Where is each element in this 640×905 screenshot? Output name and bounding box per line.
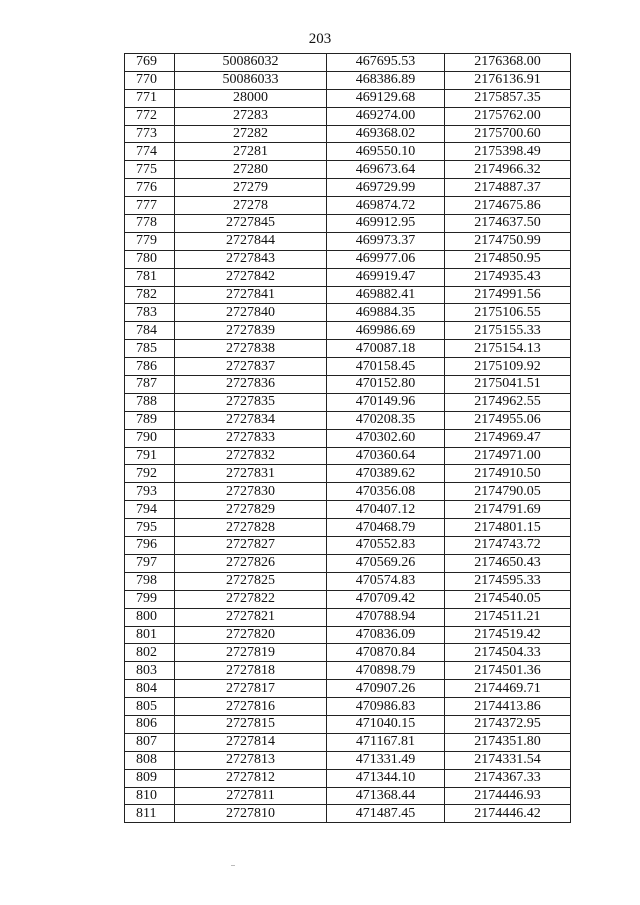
- table-row: [125, 197, 571, 215]
- x-coordinate-cell: 467695.53: [327, 54, 445, 72]
- point-id-cell: 2727825: [175, 572, 327, 590]
- point-number-cell: 808: [125, 751, 175, 769]
- y-coordinate-cell: 2174519.42: [445, 626, 571, 644]
- x-coordinate-cell: 469986.69: [327, 322, 445, 340]
- table-row: [125, 537, 571, 555]
- x-coordinate-cell: 469882.41: [327, 286, 445, 304]
- table-row: [125, 429, 571, 447]
- x-coordinate-cell: 470149.96: [327, 393, 445, 411]
- point-id-cell: 2727827: [175, 537, 327, 555]
- y-coordinate-cell: 2174790.05: [445, 483, 571, 501]
- point-id-cell: 2727821: [175, 608, 327, 626]
- y-coordinate-cell: 2176136.91: [445, 71, 571, 89]
- y-coordinate-cell: 2175700.60: [445, 125, 571, 143]
- point-number-cell: 775: [125, 161, 175, 179]
- point-number-cell: 791: [125, 447, 175, 465]
- x-coordinate-cell: 470907.26: [327, 680, 445, 698]
- point-number-cell: 811: [125, 805, 175, 823]
- point-id-cell: 2727845: [175, 215, 327, 233]
- point-id-cell: 2727820: [175, 626, 327, 644]
- y-coordinate-cell: 2174675.86: [445, 197, 571, 215]
- y-coordinate-cell: 2174637.50: [445, 215, 571, 233]
- point-id-cell: 2727830: [175, 483, 327, 501]
- x-coordinate-cell: 469274.00: [327, 107, 445, 125]
- x-coordinate-cell: 469973.37: [327, 232, 445, 250]
- y-coordinate-cell: 2174650.43: [445, 554, 571, 572]
- point-id-cell: 50086033: [175, 71, 327, 89]
- point-number-cell: 782: [125, 286, 175, 304]
- table-row: [125, 304, 571, 322]
- y-coordinate-cell: 2174351.80: [445, 733, 571, 751]
- x-coordinate-cell: 470468.79: [327, 519, 445, 537]
- table-row: [125, 54, 571, 72]
- table-row: [125, 286, 571, 304]
- point-id-cell: 2727818: [175, 662, 327, 680]
- y-coordinate-cell: 2174966.32: [445, 161, 571, 179]
- table-row: [125, 608, 571, 626]
- x-coordinate-cell: 470898.79: [327, 662, 445, 680]
- x-coordinate-cell: 471167.81: [327, 733, 445, 751]
- y-coordinate-cell: 2175398.49: [445, 143, 571, 161]
- table-row: [125, 71, 571, 89]
- point-number-cell: 778: [125, 215, 175, 233]
- table-row: [125, 698, 571, 716]
- y-coordinate-cell: 2174511.21: [445, 608, 571, 626]
- point-number-cell: 770: [125, 71, 175, 89]
- point-number-cell: 795: [125, 519, 175, 537]
- table-row: [125, 393, 571, 411]
- point-id-cell: 27282: [175, 125, 327, 143]
- point-id-cell: 2727842: [175, 268, 327, 286]
- point-id-cell: 2727838: [175, 340, 327, 358]
- y-coordinate-cell: 2174331.54: [445, 751, 571, 769]
- table-row: [125, 572, 571, 590]
- x-coordinate-cell: 470152.80: [327, 376, 445, 394]
- point-number-cell: 797: [125, 554, 175, 572]
- point-id-cell: 2727836: [175, 376, 327, 394]
- table-row: [125, 376, 571, 394]
- y-coordinate-cell: 2174935.43: [445, 268, 571, 286]
- table-row: [125, 626, 571, 644]
- point-number-cell: 807: [125, 733, 175, 751]
- table-row: [125, 232, 571, 250]
- x-coordinate-cell: 470208.35: [327, 411, 445, 429]
- y-coordinate-cell: 2175041.51: [445, 376, 571, 394]
- point-id-cell: 2727811: [175, 787, 327, 805]
- x-coordinate-cell: 471040.15: [327, 715, 445, 733]
- y-coordinate-cell: 2174971.00: [445, 447, 571, 465]
- point-id-cell: 2727810: [175, 805, 327, 823]
- x-coordinate-cell: 469884.35: [327, 304, 445, 322]
- table-row: [125, 501, 571, 519]
- point-number-cell: 783: [125, 304, 175, 322]
- point-number-cell: 802: [125, 644, 175, 662]
- point-id-cell: 2727815: [175, 715, 327, 733]
- point-number-cell: 799: [125, 590, 175, 608]
- point-number-cell: 804: [125, 680, 175, 698]
- point-number-cell: 789: [125, 411, 175, 429]
- point-id-cell: 2727843: [175, 250, 327, 268]
- x-coordinate-cell: 470302.60: [327, 429, 445, 447]
- y-coordinate-cell: 2174501.36: [445, 662, 571, 680]
- table-row: [125, 590, 571, 608]
- table-row: [125, 769, 571, 787]
- point-number-cell: 792: [125, 465, 175, 483]
- x-coordinate-cell: 470552.83: [327, 537, 445, 555]
- point-number-cell: 805: [125, 698, 175, 716]
- point-number-cell: 780: [125, 250, 175, 268]
- table-row: [125, 465, 571, 483]
- point-number-cell: 781: [125, 268, 175, 286]
- y-coordinate-cell: 2174791.69: [445, 501, 571, 519]
- point-id-cell: 2727835: [175, 393, 327, 411]
- x-coordinate-cell: 470087.18: [327, 340, 445, 358]
- point-number-cell: 801: [125, 626, 175, 644]
- x-coordinate-cell: 471331.49: [327, 751, 445, 769]
- point-id-cell: 2727828: [175, 519, 327, 537]
- table-row: [125, 125, 571, 143]
- table-row: [125, 143, 571, 161]
- point-number-cell: 779: [125, 232, 175, 250]
- x-coordinate-cell: 470389.62: [327, 465, 445, 483]
- x-coordinate-cell: 469919.47: [327, 268, 445, 286]
- point-number-cell: 796: [125, 537, 175, 555]
- y-coordinate-cell: 2176368.00: [445, 54, 571, 72]
- x-coordinate-cell: 469874.72: [327, 197, 445, 215]
- point-id-cell: 28000: [175, 89, 327, 107]
- point-number-cell: 800: [125, 608, 175, 626]
- point-id-cell: 27281: [175, 143, 327, 161]
- point-id-cell: 2727834: [175, 411, 327, 429]
- point-id-cell: 2727839: [175, 322, 327, 340]
- y-coordinate-cell: 2174743.72: [445, 537, 571, 555]
- point-number-cell: 786: [125, 358, 175, 376]
- point-number-cell: 773: [125, 125, 175, 143]
- y-coordinate-cell: 2174801.15: [445, 519, 571, 537]
- x-coordinate-cell: 468386.89: [327, 71, 445, 89]
- x-coordinate-cell: 471368.44: [327, 787, 445, 805]
- x-coordinate-cell: 470709.42: [327, 590, 445, 608]
- table-row: [125, 644, 571, 662]
- x-coordinate-cell: 469729.99: [327, 179, 445, 197]
- point-id-cell: 2727814: [175, 733, 327, 751]
- x-coordinate-cell: 469977.06: [327, 250, 445, 268]
- y-coordinate-cell: 2174372.95: [445, 715, 571, 733]
- y-coordinate-cell: 2174910.50: [445, 465, 571, 483]
- table-row: [125, 107, 571, 125]
- point-id-cell: 2727822: [175, 590, 327, 608]
- point-id-cell: 2727829: [175, 501, 327, 519]
- y-coordinate-cell: 2174991.56: [445, 286, 571, 304]
- table-row: [125, 358, 571, 376]
- coordinates-table-body: [125, 54, 571, 823]
- point-id-cell: 2727833: [175, 429, 327, 447]
- y-coordinate-cell: 2174540.05: [445, 590, 571, 608]
- table-row: [125, 715, 571, 733]
- table-row: [125, 447, 571, 465]
- point-id-cell: 27278: [175, 197, 327, 215]
- point-id-cell: 2727816: [175, 698, 327, 716]
- point-id-cell: 2727819: [175, 644, 327, 662]
- point-id-cell: 2727844: [175, 232, 327, 250]
- x-coordinate-cell: 470870.84: [327, 644, 445, 662]
- x-coordinate-cell: 470569.26: [327, 554, 445, 572]
- x-coordinate-cell: 470356.08: [327, 483, 445, 501]
- table-row: [125, 89, 571, 107]
- point-id-cell: 2727837: [175, 358, 327, 376]
- table-row: [125, 322, 571, 340]
- coordinates-table: [124, 53, 571, 823]
- point-number-cell: 784: [125, 322, 175, 340]
- table-row: [125, 787, 571, 805]
- point-number-cell: 790: [125, 429, 175, 447]
- point-number-cell: 771: [125, 89, 175, 107]
- point-number-cell: 777: [125, 197, 175, 215]
- point-id-cell: 27279: [175, 179, 327, 197]
- y-coordinate-cell: 2174595.33: [445, 572, 571, 590]
- table-row: [125, 411, 571, 429]
- table-row: [125, 268, 571, 286]
- table-row: [125, 519, 571, 537]
- y-coordinate-cell: 2174446.42: [445, 805, 571, 823]
- table-row: [125, 161, 571, 179]
- y-coordinate-cell: 2174850.95: [445, 250, 571, 268]
- point-number-cell: 772: [125, 107, 175, 125]
- x-coordinate-cell: 469912.95: [327, 215, 445, 233]
- point-id-cell: 50086032: [175, 54, 327, 72]
- table-row: [125, 805, 571, 823]
- x-coordinate-cell: 470836.09: [327, 626, 445, 644]
- point-id-cell: 2727817: [175, 680, 327, 698]
- point-number-cell: 806: [125, 715, 175, 733]
- table-row: [125, 250, 571, 268]
- y-coordinate-cell: 2174504.33: [445, 644, 571, 662]
- point-id-cell: 27280: [175, 161, 327, 179]
- table-row: [125, 340, 571, 358]
- y-coordinate-cell: 2174887.37: [445, 179, 571, 197]
- point-number-cell: 809: [125, 769, 175, 787]
- point-number-cell: 794: [125, 501, 175, 519]
- table-row: [125, 179, 571, 197]
- y-coordinate-cell: 2174750.99: [445, 232, 571, 250]
- point-number-cell: 785: [125, 340, 175, 358]
- point-number-cell: 798: [125, 572, 175, 590]
- point-number-cell: 776: [125, 179, 175, 197]
- point-id-cell: 2727831: [175, 465, 327, 483]
- x-coordinate-cell: 469550.10: [327, 143, 445, 161]
- table-row: [125, 751, 571, 769]
- y-coordinate-cell: 2175106.55: [445, 304, 571, 322]
- scan-artifact: [231, 865, 235, 866]
- point-id-cell: 2727832: [175, 447, 327, 465]
- y-coordinate-cell: 2174367.33: [445, 769, 571, 787]
- y-coordinate-cell: 2175857.35: [445, 89, 571, 107]
- y-coordinate-cell: 2174469.71: [445, 680, 571, 698]
- point-id-cell: 27283: [175, 107, 327, 125]
- x-coordinate-cell: 470158.45: [327, 358, 445, 376]
- x-coordinate-cell: 470986.83: [327, 698, 445, 716]
- y-coordinate-cell: 2174955.06: [445, 411, 571, 429]
- point-number-cell: 787: [125, 376, 175, 394]
- y-coordinate-cell: 2175154.13: [445, 340, 571, 358]
- point-id-cell: 2727812: [175, 769, 327, 787]
- point-number-cell: 793: [125, 483, 175, 501]
- point-id-cell: 2727826: [175, 554, 327, 572]
- table-row: [125, 680, 571, 698]
- page-number: 203: [308, 31, 332, 47]
- table-row: [125, 662, 571, 680]
- x-coordinate-cell: 471487.45: [327, 805, 445, 823]
- point-id-cell: 2727813: [175, 751, 327, 769]
- table-row: [125, 483, 571, 501]
- x-coordinate-cell: 470360.64: [327, 447, 445, 465]
- y-coordinate-cell: 2174969.47: [445, 429, 571, 447]
- table-row: [125, 215, 571, 233]
- table-row: [125, 733, 571, 751]
- x-coordinate-cell: 470407.12: [327, 501, 445, 519]
- point-number-cell: 803: [125, 662, 175, 680]
- point-number-cell: 788: [125, 393, 175, 411]
- point-number-cell: 774: [125, 143, 175, 161]
- x-coordinate-cell: 471344.10: [327, 769, 445, 787]
- x-coordinate-cell: 469673.64: [327, 161, 445, 179]
- y-coordinate-cell: 2175762.00: [445, 107, 571, 125]
- x-coordinate-cell: 470788.94: [327, 608, 445, 626]
- table-row: [125, 554, 571, 572]
- point-id-cell: 2727841: [175, 286, 327, 304]
- y-coordinate-cell: 2175109.92: [445, 358, 571, 376]
- point-number-cell: 769: [125, 54, 175, 72]
- y-coordinate-cell: 2174446.93: [445, 787, 571, 805]
- x-coordinate-cell: 469129.68: [327, 89, 445, 107]
- point-number-cell: 810: [125, 787, 175, 805]
- y-coordinate-cell: 2174413.86: [445, 698, 571, 716]
- x-coordinate-cell: 469368.02: [327, 125, 445, 143]
- x-coordinate-cell: 470574.83: [327, 572, 445, 590]
- point-id-cell: 2727840: [175, 304, 327, 322]
- y-coordinate-cell: 2174962.55: [445, 393, 571, 411]
- y-coordinate-cell: 2175155.33: [445, 322, 571, 340]
